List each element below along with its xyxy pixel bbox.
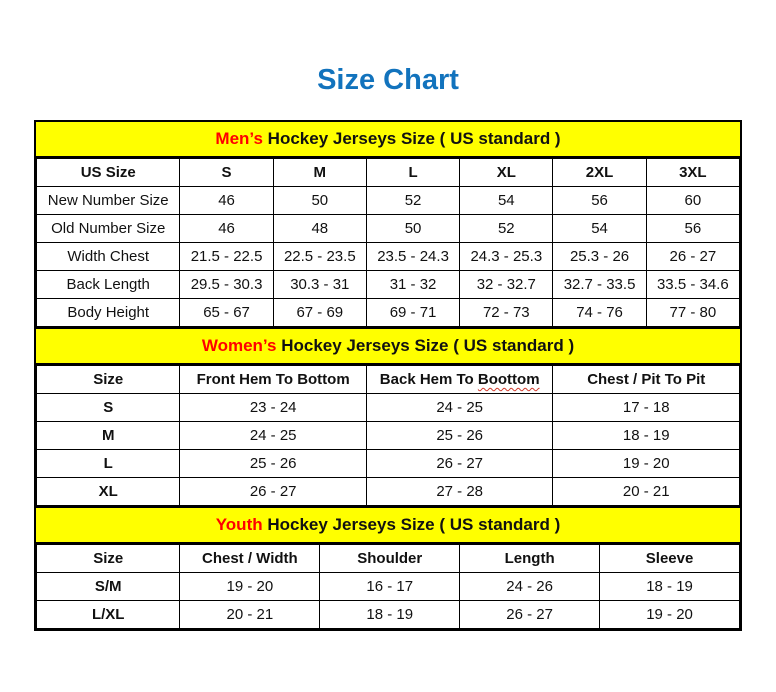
column-header <box>366 366 553 394</box>
section-title-accent-mens: Men’s <box>215 129 263 148</box>
row-label: L <box>37 450 180 478</box>
column-header: S <box>180 159 273 187</box>
column-header-row <box>37 545 740 573</box>
cell-value: 56 <box>553 187 646 215</box>
cell-value: 22.5 - 23.5 <box>273 243 366 271</box>
section-header-womens <box>36 327 740 365</box>
table-row <box>37 271 740 299</box>
cell-value: 46 <box>180 187 273 215</box>
cell-value: 24 - 25 <box>180 422 367 450</box>
table-row <box>37 450 740 478</box>
row-label: S <box>37 394 180 422</box>
column-header: 3XL <box>646 159 739 187</box>
column-header: Front Hem To Bottom <box>180 366 367 394</box>
cell-value: 23.5 - 24.3 <box>366 243 459 271</box>
cell-value: 77 - 80 <box>646 299 739 327</box>
table-row <box>37 187 740 215</box>
cell-value: 26 - 27 <box>460 601 600 629</box>
cell-value: 50 <box>366 215 459 243</box>
table-row <box>37 478 740 506</box>
column-header: US Size <box>37 159 180 187</box>
cell-value: 46 <box>180 215 273 243</box>
table-row <box>37 601 740 629</box>
table-row <box>37 215 740 243</box>
cell-value: 52 <box>366 187 459 215</box>
cell-value: 21.5 - 22.5 <box>180 243 273 271</box>
cell-value: 26 - 27 <box>646 243 739 271</box>
page-title: Size Chart <box>317 64 459 96</box>
cell-value: 19 - 20 <box>180 573 320 601</box>
cell-value: 23 - 24 <box>180 394 367 422</box>
column-header: Size <box>37 545 180 573</box>
column-header: Length <box>460 545 600 573</box>
youth-size-table <box>36 544 740 629</box>
cell-value: 52 <box>460 215 553 243</box>
cell-value: 74 - 76 <box>553 299 646 327</box>
table-row <box>37 394 740 422</box>
column-header: XL <box>460 159 553 187</box>
cell-value: 69 - 71 <box>366 299 459 327</box>
cell-value: 24 - 25 <box>366 394 553 422</box>
cell-value: 26 - 27 <box>366 450 553 478</box>
row-label: XL <box>37 478 180 506</box>
cell-value: 32 - 32.7 <box>460 271 553 299</box>
cell-value: 20 - 21 <box>180 601 320 629</box>
column-header: M <box>273 159 366 187</box>
section-header-youth <box>36 506 740 544</box>
cell-value: 26 - 27 <box>180 478 367 506</box>
cell-value: 54 <box>553 215 646 243</box>
section-title-accent-womens: Women’s <box>201 336 277 355</box>
cell-value: 27 - 28 <box>366 478 553 506</box>
cell-value: 19 - 20 <box>600 601 740 629</box>
column-header: Chest / Pit To Pit <box>553 366 740 394</box>
cell-value: 54 <box>460 187 553 215</box>
cell-value: 29.5 - 30.3 <box>180 271 273 299</box>
cell-value: 25 - 26 <box>180 450 367 478</box>
row-label: L/XL <box>37 601 180 629</box>
row-label: Width Chest <box>37 243 180 271</box>
cell-value: 31 - 32 <box>366 271 459 299</box>
table-row <box>37 243 740 271</box>
cell-value: 17 - 18 <box>553 394 740 422</box>
cell-value: 30.3 - 31 <box>273 271 366 299</box>
cell-value: 24.3 - 25.3 <box>460 243 553 271</box>
cell-value: 50 <box>273 187 366 215</box>
cell-value: 20 - 21 <box>553 478 740 506</box>
cell-value: 18 - 19 <box>320 601 460 629</box>
table-row <box>37 422 740 450</box>
cell-value: 67 - 69 <box>273 299 366 327</box>
table-row <box>37 299 740 327</box>
column-header: Chest / Width <box>180 545 320 573</box>
cell-value: 16 - 17 <box>320 573 460 601</box>
cell-value: 25 - 26 <box>366 422 553 450</box>
column-header: 2XL <box>553 159 646 187</box>
cell-value: 18 - 19 <box>553 422 740 450</box>
column-header-row <box>37 159 740 187</box>
row-label: New Number Size <box>37 187 180 215</box>
row-label: S/M <box>37 573 180 601</box>
table-row <box>37 573 740 601</box>
cell-value: 18 - 19 <box>600 573 740 601</box>
section-title-accent-youth: Youth <box>215 515 263 534</box>
column-header-text: Back Hem To <box>379 371 478 388</box>
misspelled-word: Boottom <box>477 371 540 388</box>
row-label: Body Height <box>37 299 180 327</box>
cell-value: 32.7 - 33.5 <box>553 271 646 299</box>
section-title-text-mens: Hockey Jerseys Size ( US standard ) <box>262 129 561 148</box>
cell-value: 56 <box>646 215 739 243</box>
column-header: L <box>366 159 459 187</box>
section-header-mens <box>36 122 740 158</box>
cell-value: 19 - 20 <box>553 450 740 478</box>
row-label: Old Number Size <box>37 215 180 243</box>
column-header: Shoulder <box>320 545 460 573</box>
mens-size-table <box>36 158 740 327</box>
womens-size-table <box>36 365 740 506</box>
section-title-text-youth: Hockey Jerseys Size ( US standard ) <box>262 515 561 534</box>
size-chart-container <box>34 120 742 631</box>
cell-value: 72 - 73 <box>460 299 553 327</box>
cell-value: 48 <box>273 215 366 243</box>
row-label: M <box>37 422 180 450</box>
section-title-text-womens: Hockey Jerseys Size ( US standard ) <box>276 336 575 355</box>
column-header-row <box>37 366 740 394</box>
row-label: Back Length <box>37 271 180 299</box>
column-header: Size <box>37 366 180 394</box>
cell-value: 25.3 - 26 <box>553 243 646 271</box>
column-header: Sleeve <box>600 545 740 573</box>
cell-value: 24 - 26 <box>460 573 600 601</box>
cell-value: 65 - 67 <box>180 299 273 327</box>
cell-value: 33.5 - 34.6 <box>646 271 739 299</box>
cell-value: 60 <box>646 187 739 215</box>
